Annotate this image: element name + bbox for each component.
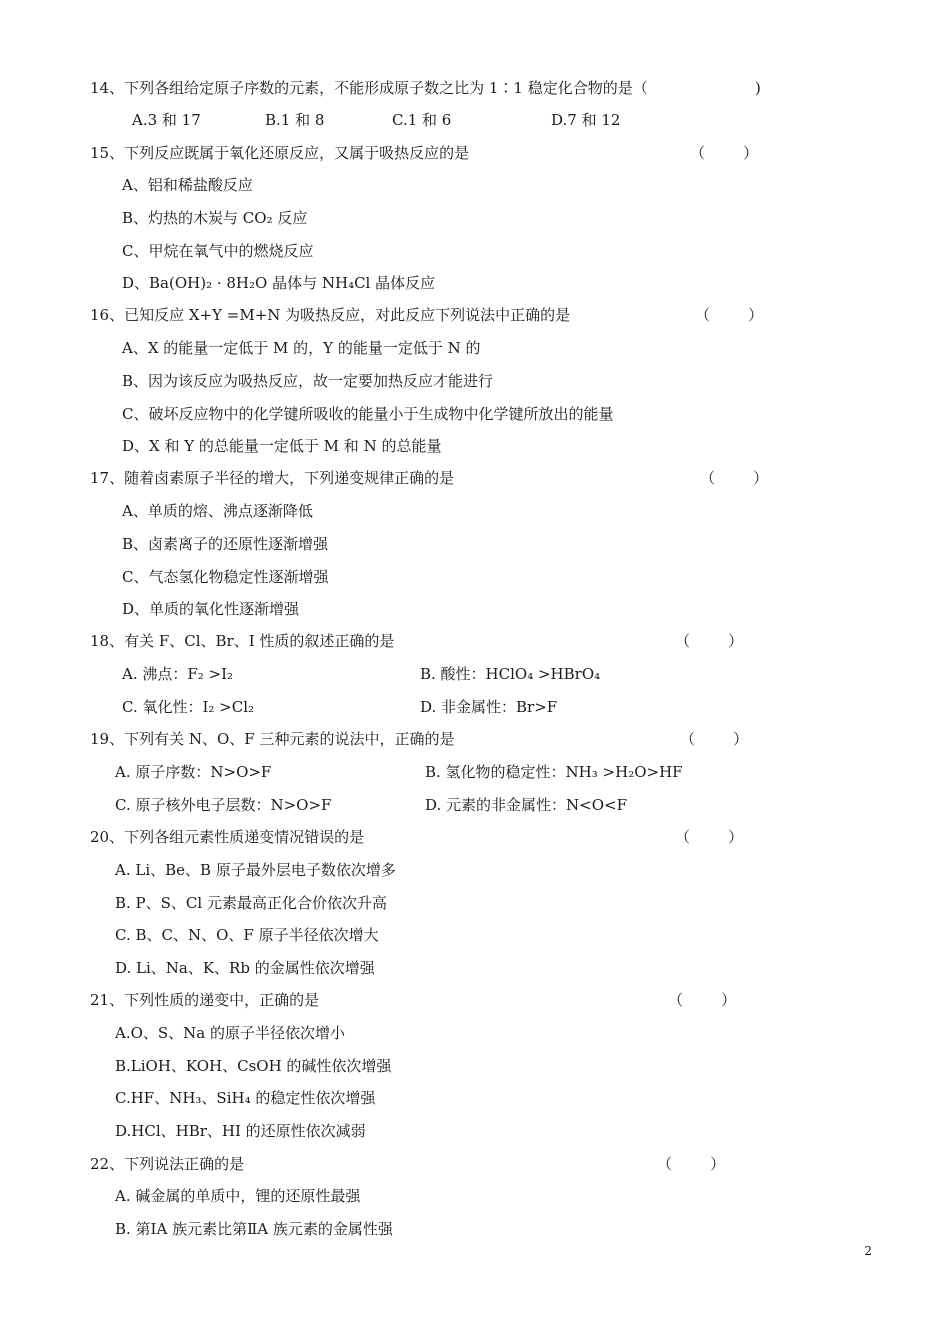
- question-20-stem: 20、下列各组元素性质递变情况错误的是: [90, 828, 365, 846]
- question-16-stem: 16、已知反应 X+Y =M+N 为吸热反应，对此反应下列说法中正确的是: [90, 306, 571, 324]
- question-20-option-d: D. Li、Na、K、Rb 的金属性依次增强: [115, 959, 375, 977]
- question-19-option-c: C. 原子核外电子层数：N>O>F: [115, 796, 332, 814]
- question-21-stem: 21、下列性质的递变中，正确的是: [90, 991, 320, 1009]
- question-19-option-b: B. 氢化物的稳定性：NH₃ >H₂O>HF: [425, 763, 683, 781]
- question-17-option-b: B、卤素离子的还原性逐渐增强: [122, 535, 329, 553]
- question-20-option-b: B. P、S、Cl 元素最高正化合价依次升高: [115, 894, 387, 912]
- question-14-answer-paren: ): [755, 79, 761, 97]
- question-22-option-a: A. 碱金属的单质中，锂的还原性最强: [115, 1187, 361, 1205]
- question-14-stem: 14、下列各组给定原子序数的元素，不能形成原子数之比为 1∶1 稳定化合物的是（: [90, 79, 648, 97]
- question-14-option-a: A.3 和 17: [132, 111, 201, 129]
- question-21-option-c: C.HF、NH₃、SiH₄ 的稳定性依次增强: [115, 1089, 376, 1107]
- question-21-option-a: A.O、S、Na 的原子半径依次增小: [115, 1024, 346, 1042]
- question-17-option-a: A、单质的熔、沸点逐渐降低: [122, 502, 313, 520]
- question-17-stem: 17、随着卤素原子半径的增大，下列递变规律正确的是: [90, 469, 455, 487]
- question-19-option-a: A. 原子序数：N>O>F: [115, 763, 272, 781]
- question-18-option-c: C. 氧化性：I₂ >Cl₂: [122, 698, 255, 716]
- question-18-option-d: D. 非金属性：Br>F: [420, 698, 558, 716]
- question-18-stem: 18、有关 F、Cl、Br、I 性质的叙述正确的是: [90, 632, 395, 650]
- question-15-option-d: D、Ba(OH)₂ · 8H₂O 晶体与 NH₄Cl 晶体反应: [122, 274, 436, 292]
- question-18-answer-paren: （ ）: [675, 632, 744, 650]
- question-21-option-d: D.HCl、HBr、HI 的还原性依次减弱: [115, 1122, 366, 1140]
- question-19-answer-paren: （ ）: [680, 730, 749, 748]
- page-number: 2: [864, 1244, 872, 1258]
- question-15-stem: 15、下列反应既属于氧化还原反应，又属于吸热反应的是: [90, 144, 470, 162]
- question-14-option-c: C.1 和 6: [392, 111, 452, 129]
- question-21-answer-paren: （ ）: [668, 991, 737, 1009]
- question-22-answer-paren: （ ）: [657, 1155, 726, 1173]
- question-16-answer-paren: （ ）: [695, 306, 764, 324]
- question-15-option-a: A、铝和稀盐酸反应: [122, 176, 253, 194]
- question-14-option-d: D.7 和 12: [551, 111, 621, 129]
- question-19-stem: 19、下列有关 N、O、F 三种元素的说法中，正确的是: [90, 730, 455, 748]
- question-21-option-b: B.LiOH、KOH、CsOH 的碱性依次增强: [115, 1057, 392, 1075]
- question-22-stem: 22、下列说法正确的是: [90, 1155, 245, 1173]
- question-15-option-c: C、甲烷在氧气中的燃烧反应: [122, 242, 314, 260]
- question-16-option-b: B、因为该反应为吸热反应，故一定要加热反应才能进行: [122, 372, 494, 390]
- question-20-answer-paren: （ ）: [675, 828, 744, 846]
- question-15-answer-paren: （ ）: [690, 144, 759, 162]
- question-20-option-a: A. Li、Be、B 原子最外层电子数依次增多: [115, 861, 396, 879]
- question-15-option-b: B、灼热的木炭与 CO₂ 反应: [122, 209, 308, 227]
- question-17-option-d: D、单质的氧化性逐渐增强: [122, 600, 300, 618]
- question-16-option-a: A、X 的能量一定低于 M 的，Y 的能量一定低于 N 的: [122, 339, 481, 357]
- question-19-option-d: D. 元素的非金属性：N<O<F: [425, 796, 627, 814]
- question-18-option-b: B. 酸性：HClO₄ >HBrO₄: [420, 665, 601, 683]
- question-16-option-c: C、破坏反应物中的化学键所吸收的能量小于生成物中化学键所放出的能量: [122, 405, 614, 423]
- question-14-option-b: B.1 和 8: [265, 111, 325, 129]
- question-17-option-c: C、气态氢化物稳定性逐渐增强: [122, 568, 329, 586]
- question-18-option-a: A. 沸点：F₂ >I₂: [122, 665, 234, 683]
- question-17-answer-paren: （ ）: [700, 469, 769, 487]
- question-16-option-d: D、X 和 Y 的总能量一定低于 M 和 N 的总能量: [122, 437, 442, 455]
- question-22-option-b: B. 第ⅠA 族元素比第ⅡA 族元素的金属性强: [115, 1220, 393, 1238]
- question-20-option-c: C. B、C、N、O、F 原子半径依次增大: [115, 926, 379, 944]
